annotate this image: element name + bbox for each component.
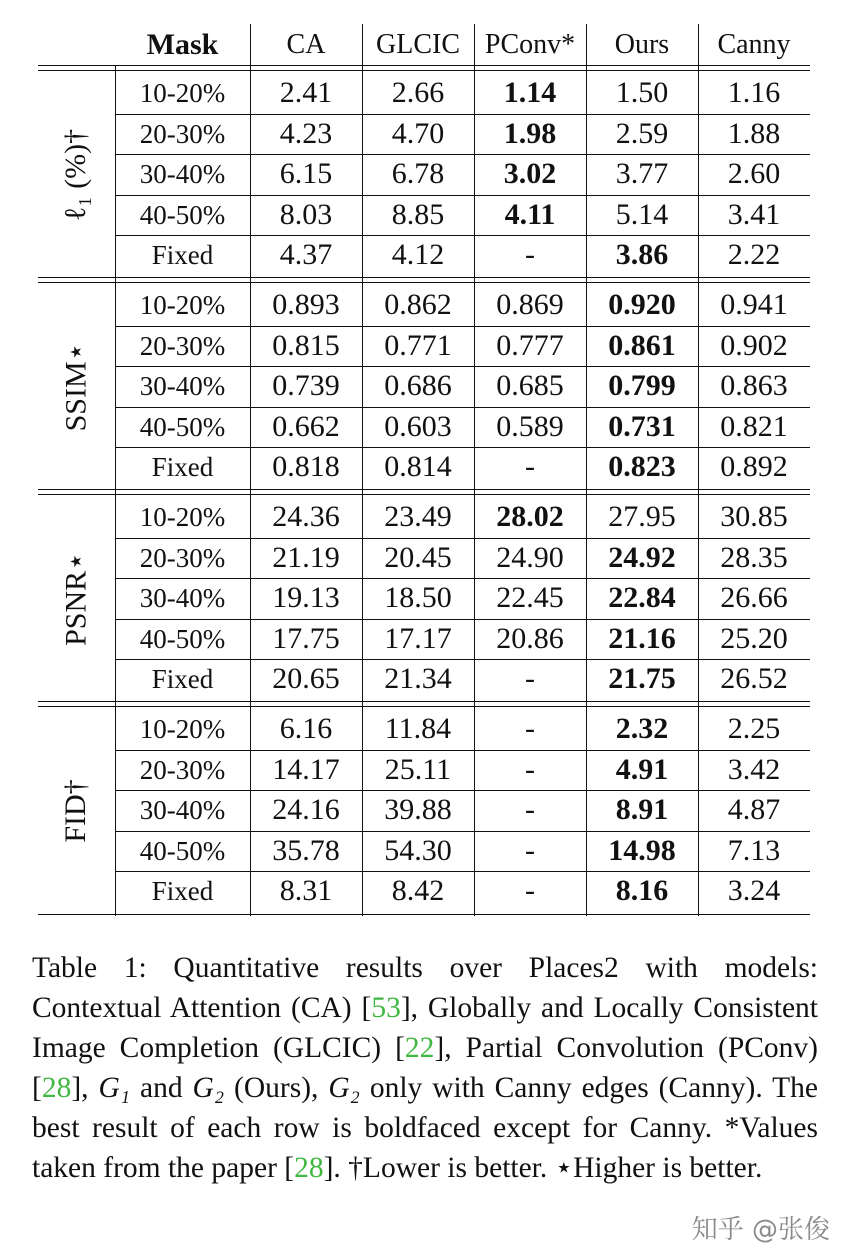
value-cell: 2.41 [279,76,333,109]
mask-ratio-cell: 20-30% [139,754,226,785]
value-cell: 25.11 [384,752,452,786]
citation-link[interactable]: 53 [371,992,401,1024]
value-cell: 20.86 [496,621,564,655]
value-cell: - [525,793,535,827]
mask-ratio-cell: 40-50% [139,835,226,866]
value-cell: 0.815 [272,328,340,362]
value-cell: 6.78 [391,157,445,191]
double-rule [38,701,810,702]
value-cell: 17.17 [384,621,452,655]
value-cell: 0.777 [496,328,564,362]
math-g2: G₂ [328,1072,360,1104]
value-cell: 28.02 [496,500,564,533]
value-cell: 8.03 [279,197,333,231]
value-cell: 1.16 [727,76,781,109]
value-cell: 1.98 [503,116,557,150]
citation-link[interactable]: 22 [404,1032,435,1064]
caption-text: Table 1: Quantitative results over Places2 with models: Contextual Attention (CA) [ [32,952,818,1024]
value-cell: 39.88 [384,793,452,827]
value-cell: 30.85 [720,500,788,533]
header-ca: CA [286,29,326,60]
mask-ratio-cell: Fixed [151,240,214,271]
mask-ratio-cell: 20-30% [139,118,226,149]
double-rule [38,277,810,278]
value-cell: 8.85 [391,197,445,231]
value-cell: 8.16 [615,874,669,908]
value-cell: 14.98 [608,833,676,867]
mask-ratio-cell: 30-40% [139,795,226,826]
header-pconv: PConv* [484,29,576,60]
double-rule [38,282,810,283]
metric-label: FID† [59,778,92,843]
value-cell: 21.34 [384,662,452,696]
caption-text: ], [71,1072,99,1104]
value-cell: 24.36 [272,500,340,533]
mask-ratio-cell: 10-20% [139,714,226,744]
value-cell: 22.84 [608,581,676,615]
value-cell: 35.78 [272,833,340,867]
value-cell: 2.22 [727,238,781,272]
value-cell: 0.821 [720,409,788,443]
value-cell: 0.771 [384,328,452,362]
mask-ratio-cell: 40-50% [139,623,226,654]
value-cell: 0.869 [496,288,564,321]
value-cell: 20.45 [384,540,452,574]
value-cell: 4.87 [727,793,781,827]
value-cell: 3.02 [503,157,557,191]
value-cell: 21.19 [272,540,340,574]
value-cell: 22.45 [496,581,564,615]
value-cell: 23.49 [384,500,452,533]
value-cell: 0.589 [496,409,564,443]
mask-ratio-cell: 10-20% [139,502,226,532]
value-cell: 6.16 [279,712,333,745]
caption-text: ], Partial Convolution (PConv) [ [32,1032,818,1104]
header-canny: Canny [717,29,791,60]
value-cell: 0.941 [720,288,788,321]
mask-ratio-cell: 10-20% [139,78,226,108]
value-cell: 4.23 [279,116,333,150]
caption-text: (Ours), [224,1072,329,1104]
value-cell: 27.95 [608,500,676,533]
value-cell: 0.686 [384,369,452,403]
value-cell: 0.685 [496,369,564,403]
mask-ratio-cell: 10-20% [139,290,226,320]
metric-label: ℓ₁ (%)† [59,128,92,221]
caption-text: ], Globally and Locally Consistent Image Completion (GLCIC) [ [32,992,818,1064]
value-cell: 4.70 [391,116,445,150]
double-rule [38,494,810,495]
value-cell: 3.41 [727,197,781,231]
value-cell: 1.14 [503,76,557,109]
value-cell: - [525,450,535,484]
value-cell: 6.15 [279,157,333,191]
value-cell: 21.75 [608,662,676,696]
value-cell: 18.50 [384,581,452,615]
value-cell: 3.77 [615,157,669,191]
value-cell: 0.920 [608,288,676,321]
mask-ratio-cell: 40-50% [139,199,226,230]
value-cell: - [525,662,535,696]
value-cell: 0.818 [272,450,340,484]
value-cell: 5.14 [615,197,669,231]
value-cell: 20.65 [272,662,340,696]
value-cell: 19.13 [272,581,340,615]
value-cell: 26.66 [720,581,788,615]
value-cell: 8.31 [279,874,333,908]
value-cell: 54.30 [384,833,452,867]
value-cell: 4.91 [615,752,669,786]
value-cell: 14.17 [272,752,340,786]
double-rule [38,489,810,490]
value-cell: 3.24 [727,874,781,908]
value-cell: 1.50 [615,76,669,109]
metric-label: SSIM⋆ [59,342,93,431]
caption-text: and [130,1072,193,1104]
value-cell: 0.731 [608,409,676,443]
citation-link[interactable]: 28 [41,1072,72,1104]
value-cell: 26.52 [720,662,788,696]
math-g2: G₂ [192,1072,225,1104]
mask-ratio-cell: 20-30% [139,542,226,573]
value-cell: 0.662 [272,409,340,443]
value-cell: 4.12 [391,238,445,272]
citation-link[interactable]: 28 [294,1152,324,1184]
mask-ratio-cell: 30-40% [139,583,226,614]
mask-ratio-cell: Fixed [151,876,214,907]
value-cell: 0.823 [608,450,676,484]
double-rule [38,65,810,66]
value-cell: 0.892 [720,450,788,484]
caption-text: only with Canny edges (Canny). The best result of each row is boldfaced except for Canny. *Values taken from the paper [ [32,1072,818,1184]
value-cell: 24.16 [272,793,340,827]
mask-ratio-cell: 30-40% [139,371,226,402]
value-cell: 0.739 [272,369,340,403]
value-cell: 0.863 [720,369,788,403]
value-cell: 11.84 [384,712,452,745]
double-rule [38,70,810,71]
header-glcic: GLCIC [376,29,460,60]
value-cell: 2.66 [391,76,445,109]
value-cell: 17.75 [272,621,340,655]
value-cell: 0.799 [608,369,676,403]
mask-ratio-cell: 30-40% [139,159,226,190]
table-caption [32,948,818,1188]
value-cell: 0.902 [720,328,788,362]
value-cell: - [525,238,535,272]
mask-ratio-cell: 20-30% [139,330,226,361]
value-cell: 0.861 [608,328,676,362]
bottom-rule [38,914,810,915]
mask-ratio-cell: 40-50% [139,411,226,442]
value-cell: 8.91 [615,793,669,827]
value-cell: 3.86 [615,238,669,272]
value-cell: - [525,752,535,786]
mask-ratio-cell: Fixed [151,452,214,483]
value-cell: 2.60 [727,157,781,191]
value-cell: 0.814 [384,450,452,484]
caption-text: ]. †Lower is better. ⋆Higher is better. [323,1152,763,1184]
value-cell: 2.25 [727,712,781,745]
value-cell: - [525,712,535,745]
value-cell: 1.88 [727,116,781,150]
value-cell: 4.11 [504,197,556,231]
double-rule [38,706,810,707]
value-cell: - [525,833,535,867]
watermark: 知乎 @张俊 [691,1215,830,1245]
value-cell: 4.37 [279,238,333,272]
value-cell: 2.59 [615,116,669,150]
math-g1: G₁ [98,1072,131,1104]
value-cell: 3.42 [727,752,781,786]
value-cell: 7.13 [727,833,781,867]
mask-ratio-cell: Fixed [151,664,214,695]
header-ours: Ours [614,29,670,60]
value-cell: 24.92 [608,540,676,574]
value-cell: 28.35 [720,540,788,574]
value-cell: 8.42 [391,874,445,908]
value-cell: 21.16 [608,621,676,655]
value-cell: 0.893 [272,288,340,321]
value-cell: - [525,874,535,908]
value-cell: 2.32 [615,712,669,745]
header-mask: Mask [146,28,219,61]
value-cell: 24.90 [496,540,564,574]
value-cell: 25.20 [720,621,788,655]
metric-label: PSNR⋆ [59,551,93,646]
value-cell: 0.862 [384,288,452,321]
value-cell: 0.603 [384,409,452,443]
